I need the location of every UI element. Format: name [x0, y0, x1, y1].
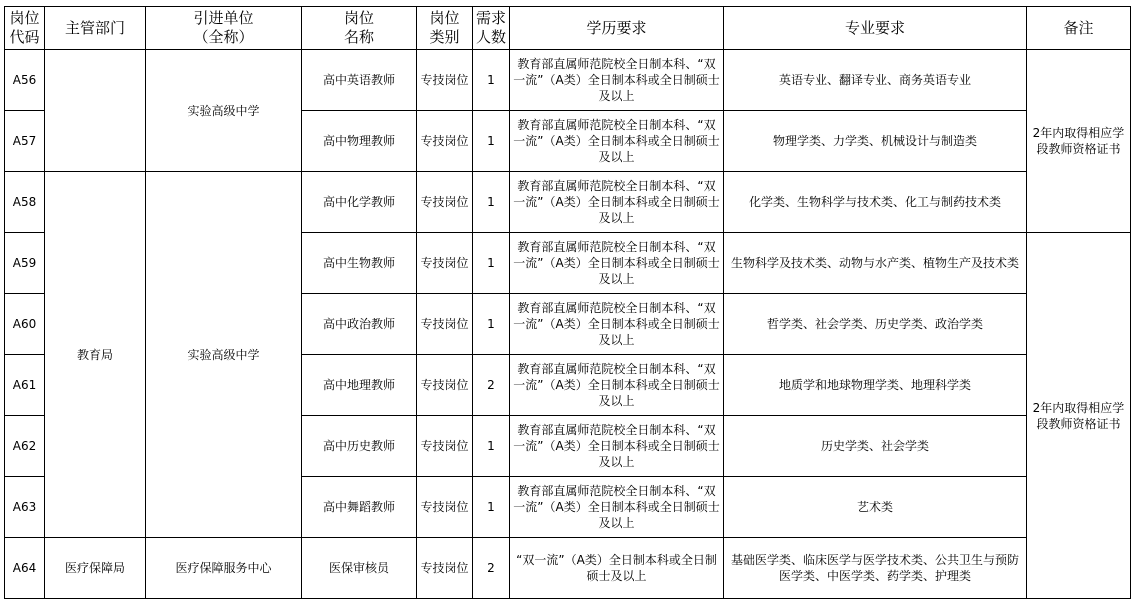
- post-code-cell: A57: [5, 111, 45, 172]
- major-cell: 化学类、生物科学与技术类、化工与制药技术类: [724, 172, 1027, 233]
- headcount-cell: 1: [473, 233, 510, 294]
- post-code-cell: A58: [5, 172, 45, 233]
- education-cell: 教育部直属师范院校全日制本科、“双一流”（A类）全日制本科或全日制硕士及以上: [510, 294, 724, 355]
- header-major: 专业要求: [724, 7, 1027, 50]
- post-category-cell: 专技岗位: [417, 416, 473, 477]
- post-name-cell: 高中英语教师: [302, 50, 417, 111]
- post-category-cell: 专技岗位: [417, 294, 473, 355]
- header-remark: 备注: [1027, 7, 1131, 50]
- post-code-cell: A60: [5, 294, 45, 355]
- header-category: 岗位 类别: [417, 7, 473, 50]
- headcount-cell: 1: [473, 111, 510, 172]
- post-name-cell: 高中地理教师: [302, 355, 417, 416]
- header-code: 岗位 代码: [5, 7, 45, 50]
- unit-cell: 实验高级中学: [146, 50, 302, 172]
- header-count: 需求 人数: [473, 7, 510, 50]
- headcount-cell: 1: [473, 294, 510, 355]
- post-name-cell: 高中政治教师: [302, 294, 417, 355]
- major-cell: 历史学类、社会学类: [724, 416, 1027, 477]
- education-cell: 教育部直属师范院校全日制本科、“双一流”（A类）全日制本科或全日制硕士及以上: [510, 233, 724, 294]
- remark-cell: 2年内取得相应学段教师资格证书: [1027, 50, 1131, 233]
- post-category-cell: 专技岗位: [417, 172, 473, 233]
- major-cell: 基础医学类、临床医学与医学技术类、公共卫生与预防医学类、中医学类、药学类、护理类: [724, 538, 1027, 599]
- unit-cell: 实验高级中学: [146, 172, 302, 538]
- post-name-cell: 医保审核员: [302, 538, 417, 599]
- dept-cell: 医疗保障局: [45, 538, 146, 599]
- table-body: [5, 50, 1131, 599]
- headcount-cell: 2: [473, 355, 510, 416]
- header-education: 学历要求: [510, 7, 724, 50]
- post-code-cell: A62: [5, 416, 45, 477]
- table-row: [5, 172, 1131, 233]
- post-code-cell: A63: [5, 477, 45, 538]
- post-name-cell: 高中物理教师: [302, 111, 417, 172]
- education-cell: “双一流”（A类）全日制本科或全日制硕士及以上: [510, 538, 724, 599]
- major-cell: 英语专业、翻译专业、商务英语专业: [724, 50, 1027, 111]
- headcount-cell: 1: [473, 172, 510, 233]
- post-name-cell: 高中生物教师: [302, 233, 417, 294]
- remark-cell: 2年内取得相应学段教师资格证书: [1027, 233, 1131, 599]
- post-category-cell: 专技岗位: [417, 355, 473, 416]
- recruitment-table: [4, 6, 1131, 599]
- post-name-cell: 高中化学教师: [302, 172, 417, 233]
- header-post: 岗位 名称: [302, 7, 417, 50]
- education-cell: 教育部直属师范院校全日制本科、“双一流”（A类）全日制本科或全日制硕士及以上: [510, 416, 724, 477]
- post-category-cell: 专技岗位: [417, 111, 473, 172]
- post-code-cell: A64: [5, 538, 45, 599]
- post-category-cell: 专技岗位: [417, 233, 473, 294]
- dept-cell: 教育局: [45, 172, 146, 538]
- headcount-cell: 2: [473, 538, 510, 599]
- headcount-cell: 1: [473, 477, 510, 538]
- table-row: [5, 538, 1131, 599]
- post-code-cell: A61: [5, 355, 45, 416]
- post-code-cell: A56: [5, 50, 45, 111]
- education-cell: 教育部直属师范院校全日制本科、“双一流”（A类）全日制本科或全日制硕士及以上: [510, 477, 724, 538]
- header-dept: 主管部门: [45, 7, 146, 50]
- education-cell: 教育部直属师范院校全日制本科、“双一流”（A类）全日制本科或全日制硕士及以上: [510, 172, 724, 233]
- post-category-cell: 专技岗位: [417, 538, 473, 599]
- education-cell: 教育部直属师范院校全日制本科、“双一流”（A类）全日制本科或全日制硕士及以上: [510, 111, 724, 172]
- major-cell: 地质学和地球物理学类、地理科学类: [724, 355, 1027, 416]
- post-name-cell: 高中舞蹈教师: [302, 477, 417, 538]
- table-row: [5, 50, 1131, 111]
- major-cell: 艺术类: [724, 477, 1027, 538]
- major-cell: 生物科学及技术类、动物与水产类、植物生产及技术类: [724, 233, 1027, 294]
- major-cell: 物理学类、力学类、机械设计与制造类: [724, 111, 1027, 172]
- headcount-cell: 1: [473, 416, 510, 477]
- post-category-cell: 专技岗位: [417, 50, 473, 111]
- headcount-cell: 1: [473, 50, 510, 111]
- dept-cell: [45, 50, 146, 172]
- header-row: [5, 7, 1131, 50]
- education-cell: 教育部直属师范院校全日制本科、“双一流”（A类）全日制本科或全日制硕士及以上: [510, 50, 724, 111]
- table-header: [5, 7, 1131, 50]
- header-unit: 引进单位 （全称）: [146, 7, 302, 50]
- post-category-cell: 专技岗位: [417, 477, 473, 538]
- unit-cell: 医疗保障服务中心: [146, 538, 302, 599]
- post-name-cell: 高中历史教师: [302, 416, 417, 477]
- education-cell: 教育部直属师范院校全日制本科、“双一流”（A类）全日制本科或全日制硕士及以上: [510, 355, 724, 416]
- major-cell: 哲学类、社会学类、历史学类、政治学类: [724, 294, 1027, 355]
- post-code-cell: A59: [5, 233, 45, 294]
